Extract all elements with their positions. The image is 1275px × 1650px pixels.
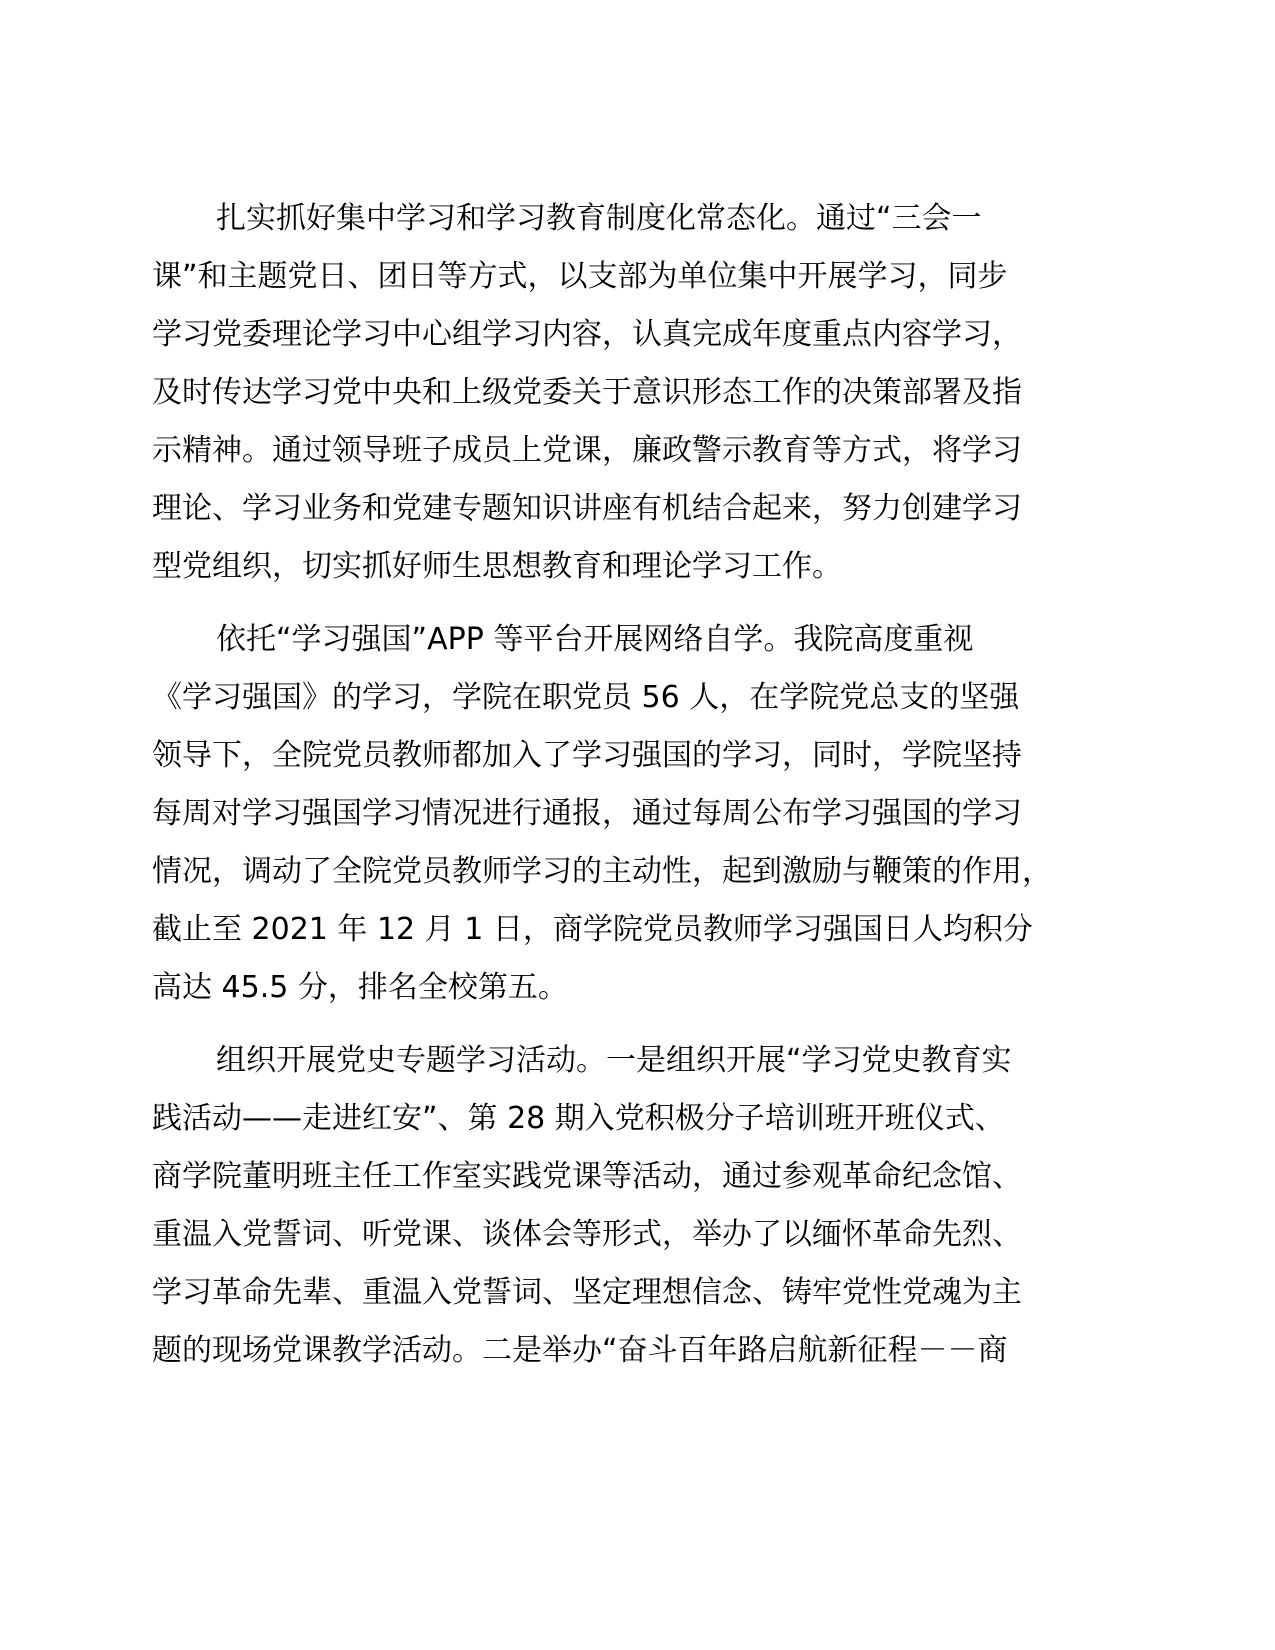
paragraph-online-study [152,611,1112,1017]
paragraph-line: 每周对学习强国学习情况进行通报，通过每周公布学习强国的学习 [152,796,1022,831]
paragraph-line: 践活动——走进红安”、第 28 期入党积极分子培训班开班仪式、 [152,1101,1005,1136]
paragraph-line: 《学习强国》的学习，学院在职党员 56 人，在学院党总支的坚强 [152,680,1020,715]
paragraph-line: 学习党委理论学习中心组学习内容，认真完成年度重点内容学习， [152,317,1022,352]
paragraph-centralized-study [152,190,1112,596]
paragraph-line: 理论、学习业务和党建专题知识讲座有机结合起来，努力创建学习 [152,491,1022,526]
paragraph-line: 截止至 2021 年 12 月 1 日，商学院党员教师学习强国日人均积分 [152,912,1033,947]
paragraph-line: 情况，调动了全院党员教师学习的主动性，起到激励与鞭策的作用， [152,854,1052,889]
paragraph-line: 型党组织，切实抓好师生思想教育和理论学习工作。 [152,549,842,584]
paragraph-line: 题的现场党课教学活动。二是举办“奋斗百年路启航新征程－－商 [152,1333,1008,1368]
document-body [152,190,1112,1395]
paragraph-line: 及时传达学习党中央和上级党委关于意识形态工作的决策部署及指 [152,375,1022,410]
paragraph-line: 组织开展党史专题学习活动。一是组织开展“学习党史教育实 [216,1043,1012,1078]
paragraph-line: 课”和主题党日、团日等方式，以支部为单位集中开展学习，同步 [152,259,1008,294]
paragraph-line: 学习革命先辈、重温入党誓词、坚定理想信念、铸牢党性党魂为主 [152,1275,1022,1310]
paragraph-line: 依托“学习强国”APP 等平台开展网络自学。我院高度重视 [216,622,974,657]
paragraph-line: 商学院董明班主任工作室实践党课等活动，通过参观革命纪念馆、 [152,1159,1022,1194]
paragraph-line: 示精神。通过领导班子成员上党课，廉政警示教育等方式，将学习 [152,433,1022,468]
paragraph-line: 扎实抓好集中学习和学习教育制度化常态化。通过“三会一 [216,201,982,236]
paragraph-line: 重温入党誓词、听党课、谈体会等形式，举办了以缅怀革命先烈、 [152,1217,1022,1252]
paragraph-line: 领导下，全院党员教师都加入了学习强国的学习，同时，学院坚持 [152,738,1022,773]
paragraph-line: 高达 45.5 分，排名全校第五。 [152,970,568,1005]
paragraph-party-history [152,1032,1112,1380]
